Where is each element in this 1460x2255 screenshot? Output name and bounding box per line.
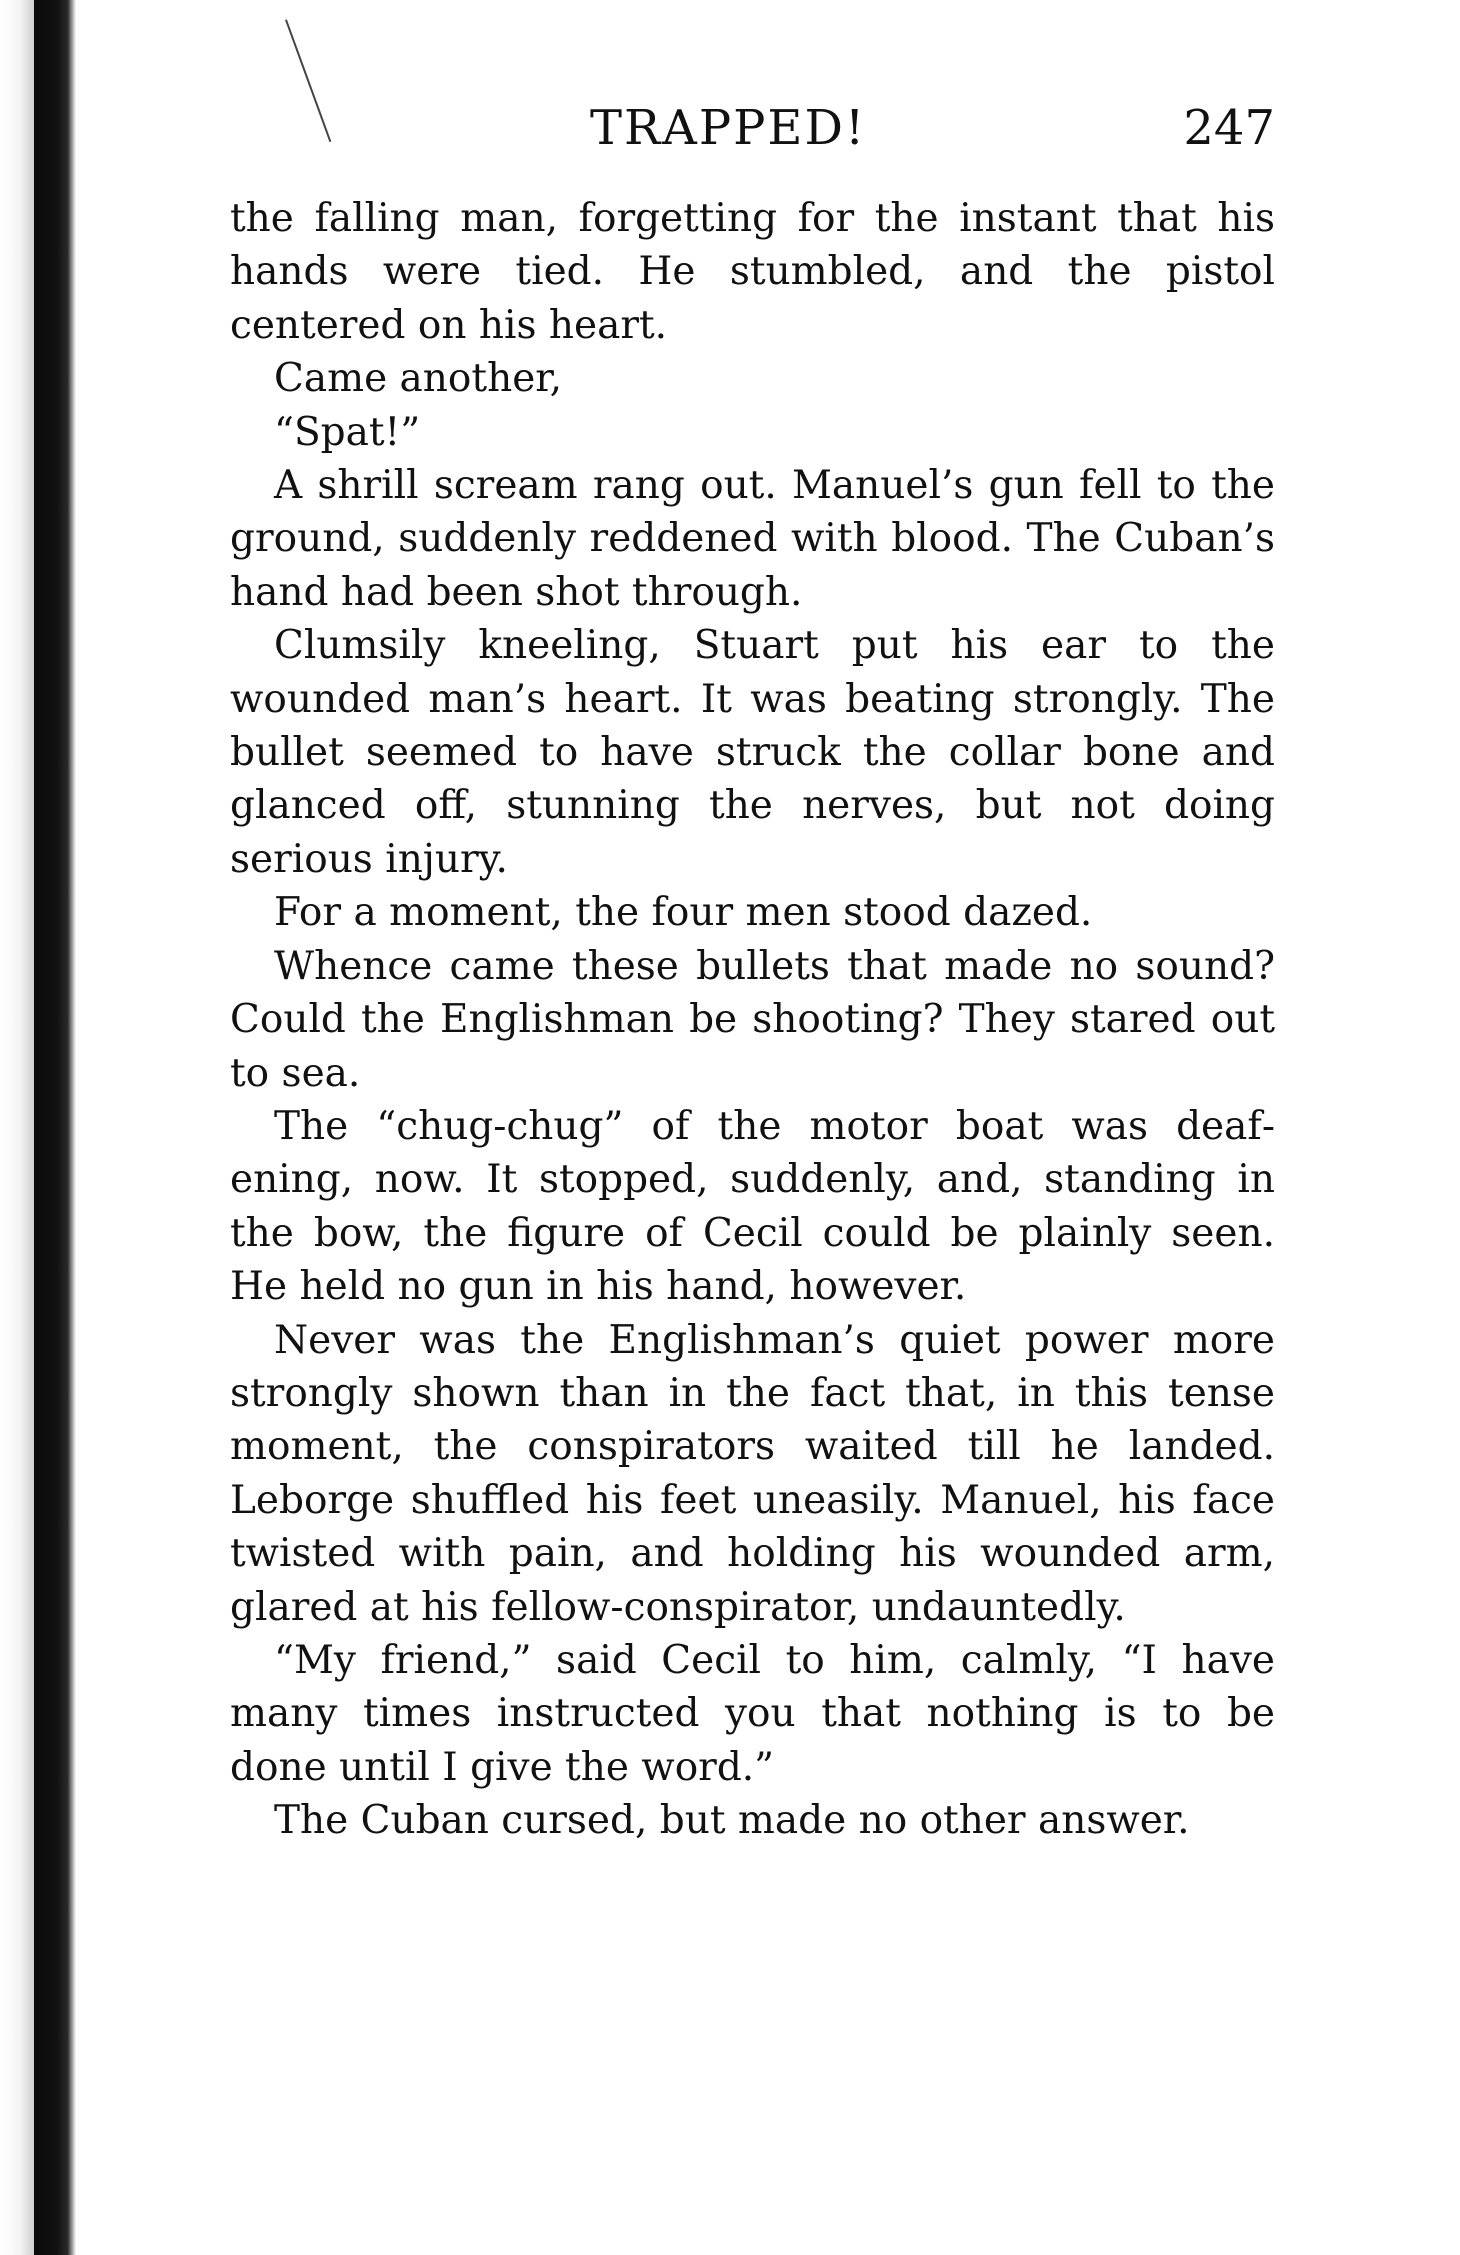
chapter-title: TRAPPED! (590, 100, 867, 156)
paragraph: For a moment, the four men stood dazed. (274, 890, 1093, 936)
paragraph: A shrill scream rang out. Manuel’s gun fell to the ground, suddenly reddened with blood. The Cuban’s hand had been shot through. (230, 463, 1275, 615)
paragraph: The “chug-chug” of the motor boat was deafening, now. It stopped, suddenly, and, standing in the bow, the figure of Cecil could be plainly seen. He held no gun in his hand, however. (230, 1103, 1275, 1310)
paragraph: Whence came these bullets that made no sound? Could the Englishman be shooting? They stared out to sea. (230, 943, 1275, 1096)
paragraph: the falling man, forgetting for the instant that his hands were tied. He stumbled, and the pistol centered on his heart. (230, 196, 1275, 348)
paragraph: The Cuban cursed, but made no other answer. (274, 1798, 1190, 1844)
page-margin-shadow (0, 0, 34, 2255)
paragraph: Came another, (274, 356, 563, 402)
running-header (230, 100, 1275, 170)
paragraph: “Spat!” (274, 409, 421, 455)
paragraph: “My friend,” said Cecil to him, calmly, “I have many times instructed you that nothing is to be done until I give the word.” (230, 1637, 1275, 1790)
paragraph: Clumsily kneeling, Stuart put his ear to the wounded man’s heart. It was beating strongly. The bullet seemed to have struck the collar bone and glanced off, stunning the nerves, but not doing serious injury. (230, 623, 1275, 882)
page-number: 247 (1183, 100, 1275, 156)
paragraph: Never was the Englishman’s quiet power more strongly shown than in the fact that, in this tense moment, the conspirators waited till he landed. Leborge shuffled his feet uneasily. Manuel, his face twisted with pain, and holding his wounded arm, glared at his fellow-conspirator, undauntedly. (230, 1317, 1275, 1630)
book-binding-edge (34, 0, 76, 2255)
body-text (230, 192, 1275, 1848)
